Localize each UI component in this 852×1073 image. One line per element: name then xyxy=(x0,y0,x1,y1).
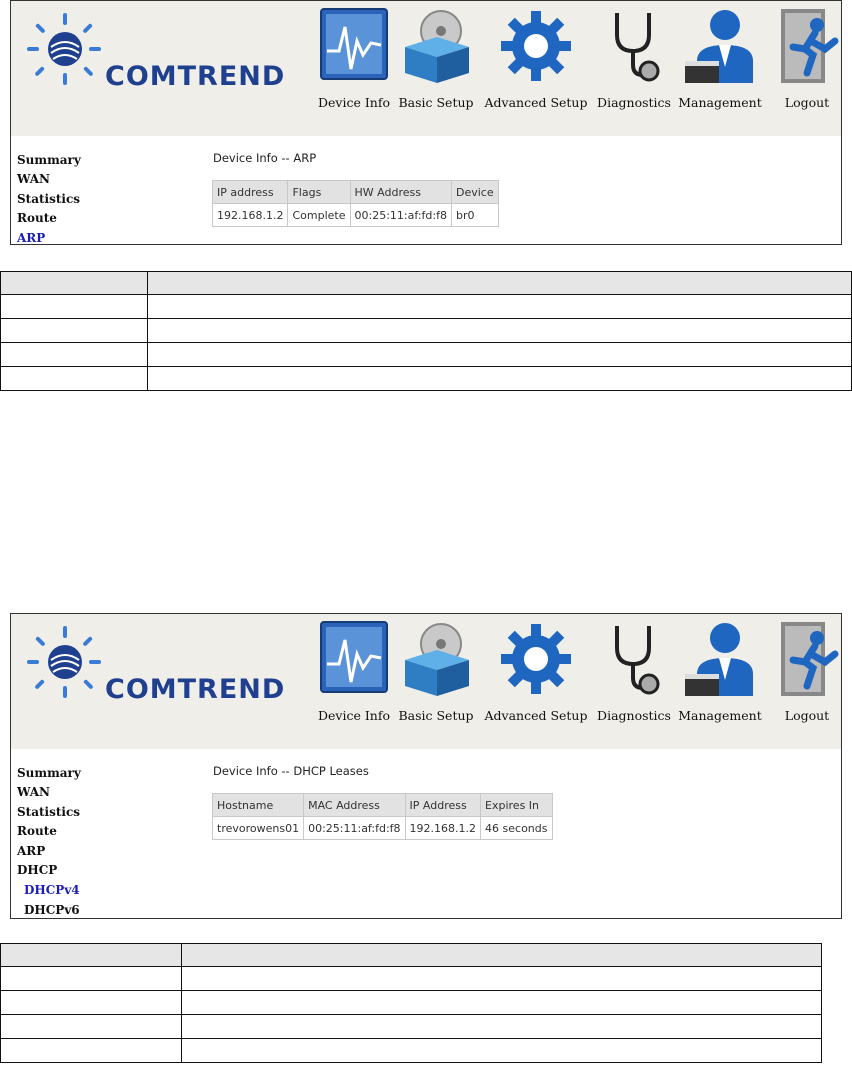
nav-device-info[interactable]: Device Info xyxy=(311,7,397,110)
empty-cell xyxy=(148,367,852,391)
empty-header-cell xyxy=(1,944,182,967)
nav-basic-setup[interactable]: Basic Setup xyxy=(393,7,479,110)
sun-logo-icon xyxy=(23,624,103,704)
empty-cell xyxy=(1,1015,182,1039)
sun-logo-icon xyxy=(23,11,103,91)
nav-logout[interactable]: Logout xyxy=(771,7,842,110)
table-cell: 192.168.1.2 xyxy=(213,204,288,227)
column-header: Device xyxy=(451,181,498,204)
table-row xyxy=(213,204,499,227)
router-screenshot-arp xyxy=(10,0,842,245)
empty-cell xyxy=(1,991,182,1015)
basic-setup-icon xyxy=(397,7,475,85)
column-header: IP address xyxy=(213,181,288,204)
empty-cell xyxy=(148,295,852,319)
nav-diagnostics[interactable]: Diagnostics xyxy=(593,7,675,110)
comtrend-logo xyxy=(23,11,303,91)
nav-advanced-setup[interactable]: Advanced Setup xyxy=(483,7,589,110)
table-cell: 46 seconds xyxy=(481,817,552,840)
nav-advanced-setup[interactable]: Advanced Setup xyxy=(483,620,589,723)
sidebar-item-route[interactable]: Route xyxy=(17,824,57,838)
top-nav xyxy=(311,620,842,730)
empty-cell xyxy=(182,1015,822,1039)
table-cell: 00:25:11:af:fd:f8 xyxy=(304,817,405,840)
empty-cell xyxy=(182,991,822,1015)
brand-name: COMTREND xyxy=(105,674,286,705)
description-table xyxy=(0,943,822,1063)
table-cell: trevorowens01 xyxy=(213,817,304,840)
table-cell: 192.168.1.2 xyxy=(405,817,480,840)
device-info-icon xyxy=(315,7,393,85)
sidebar-item-arp[interactable]: ARP xyxy=(17,231,46,245)
empty-cell xyxy=(148,319,852,343)
page-title: Device Info -- ARP xyxy=(213,151,317,165)
content-panel xyxy=(164,749,841,918)
table-cell: 00:25:11:af:fd:f8 xyxy=(350,204,451,227)
empty-cell xyxy=(1,343,148,367)
empty-cell xyxy=(1,367,148,391)
manager-icon xyxy=(681,620,759,698)
nav-diagnostics[interactable]: Diagnostics xyxy=(593,620,675,723)
empty-header-cell xyxy=(1,272,148,295)
empty-cell xyxy=(1,295,148,319)
table-header-row xyxy=(213,181,499,204)
logout-icon xyxy=(771,620,842,698)
table-cell: br0 xyxy=(451,204,498,227)
basic-setup-icon xyxy=(397,620,475,698)
sidebar-item-statistics[interactable]: Statistics xyxy=(17,192,81,206)
sidebar-item-dhcp[interactable]: DHCP xyxy=(17,863,58,877)
description-table xyxy=(0,271,852,391)
empty-header-cell xyxy=(148,272,852,295)
nav-device-info[interactable]: Device Info xyxy=(311,620,397,723)
gear-icon xyxy=(497,620,575,698)
stethoscope-icon xyxy=(595,7,673,85)
stethoscope-icon xyxy=(595,620,673,698)
empty-cell xyxy=(182,1039,822,1063)
column-header: Expires In xyxy=(481,794,552,817)
sidebar-menu xyxy=(11,749,164,918)
sidebar-item-wan[interactable]: WAN xyxy=(17,172,50,186)
empty-cell xyxy=(148,343,852,367)
sidebar-item-wan[interactable]: WAN xyxy=(17,785,50,799)
gear-icon xyxy=(497,7,575,85)
logout-icon xyxy=(771,7,842,85)
top-nav xyxy=(311,7,842,117)
sidebar-item-arp[interactable]: ARP xyxy=(17,844,46,858)
sidebar-item-dhcpv4[interactable]: DHCPv4 xyxy=(24,883,80,897)
content-panel xyxy=(164,136,841,244)
sidebar-item-statistics[interactable]: Statistics xyxy=(17,805,81,819)
column-header: HW Address xyxy=(350,181,451,204)
empty-cell xyxy=(182,967,822,991)
empty-header-cell xyxy=(182,944,822,967)
column-header: IP Address xyxy=(405,794,480,817)
device-info-icon xyxy=(315,620,393,698)
nav-basic-setup[interactable]: Basic Setup xyxy=(393,620,479,723)
nav-logout[interactable]: Logout xyxy=(771,620,842,723)
dhcp-leases-table xyxy=(212,793,553,840)
arp-table xyxy=(212,180,499,227)
sidebar-item-summary[interactable]: Summary xyxy=(17,766,81,780)
column-header: Flags xyxy=(288,181,350,204)
table-cell: Complete xyxy=(288,204,350,227)
brand-name: COMTREND xyxy=(105,61,286,92)
table-header-row xyxy=(213,794,553,817)
router-screenshot-dhcp-leases xyxy=(10,613,842,919)
empty-cell xyxy=(1,1039,182,1063)
sidebar-item-route[interactable]: Route xyxy=(17,211,57,225)
sidebar-item-summary[interactable]: Summary xyxy=(17,153,81,167)
column-header: Hostname xyxy=(213,794,304,817)
column-header: MAC Address xyxy=(304,794,405,817)
sidebar-menu xyxy=(11,136,164,244)
nav-management[interactable]: Management xyxy=(675,7,765,110)
empty-cell xyxy=(1,319,148,343)
page-title: Device Info -- DHCP Leases xyxy=(213,764,369,778)
comtrend-logo xyxy=(23,624,303,704)
nav-management[interactable]: Management xyxy=(675,620,765,723)
sidebar-item-dhcpv6[interactable]: DHCPv6 xyxy=(24,903,80,917)
table-row xyxy=(213,817,553,840)
empty-cell xyxy=(1,967,182,991)
manager-icon xyxy=(681,7,759,85)
